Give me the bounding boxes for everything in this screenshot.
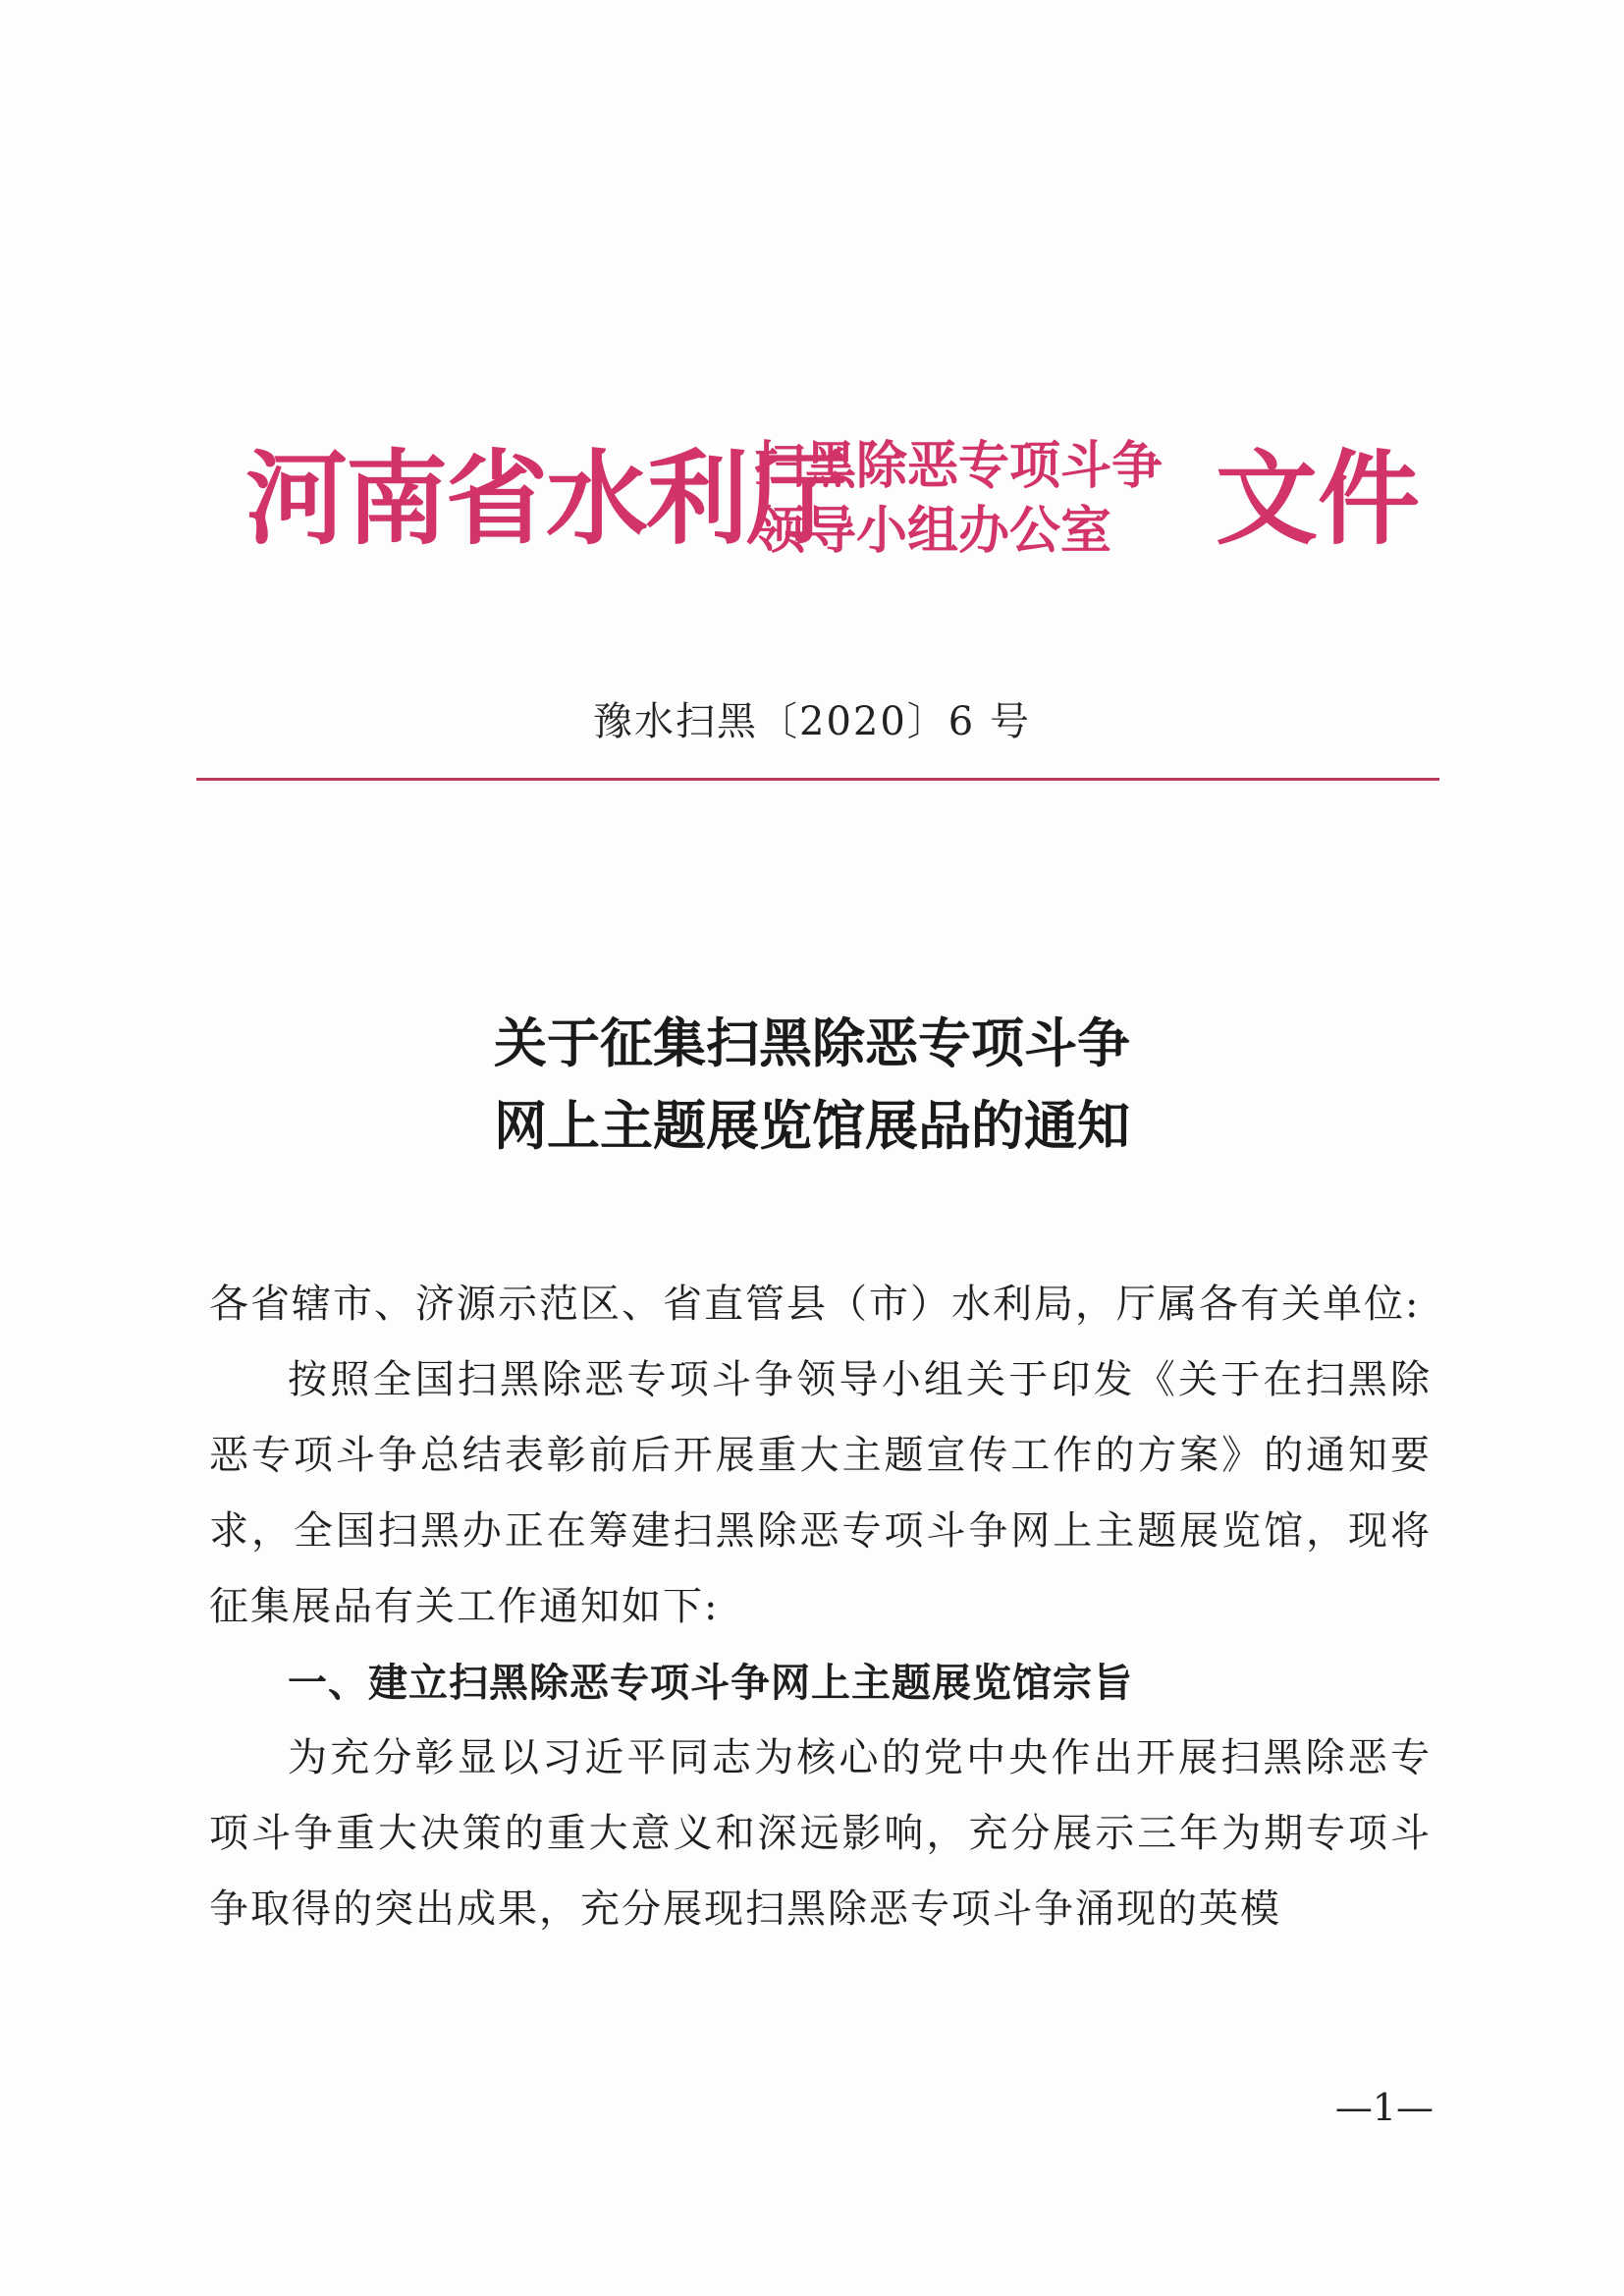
letterhead-office xyxy=(754,434,1163,564)
body-paragraph-2: 为充分彰显以习近平同志为核心的党中央作出开展扫黑除恶专项斗争重大决策的重大意义和深远影响，充分展示三年为期专项斗争取得的突出成果，充分展现扫黑除恶专项斗争涌现的英模 xyxy=(209,1735,1432,1932)
letterhead-suffix: 文件 xyxy=(1216,438,1421,559)
document-number: 豫水扫黑〔2020〕6 号 xyxy=(593,699,1031,744)
document-body xyxy=(209,1267,1432,1947)
letterhead-office-line2: 领导小组办公室 xyxy=(754,501,1112,561)
salutation: 各省辖市、济源示范区、省直管县（市）水利局，厅属各有关单位: xyxy=(209,1282,1421,1327)
letterhead-office-line1: 扫黑除恶专项斗争 xyxy=(754,436,1164,496)
title-line1: 关于征集扫黑除恶专项斗争 xyxy=(494,1011,1130,1074)
letterhead-agency: 河南省水利厅 xyxy=(245,438,847,559)
title-line2: 网上主题展览馆展品的通知 xyxy=(494,1094,1130,1157)
letterhead xyxy=(245,422,1421,579)
document-title xyxy=(0,1002,1624,1167)
page-number: —1— xyxy=(1334,2086,1434,2129)
red-divider-rule xyxy=(196,778,1439,781)
body-paragraph-1: 按照全国扫黑除恶专项斗争领导小组关于印发《关于在扫黑除恶专项斗争总结表彰前后开展重大主题宣传工作的方案》的通知要求，全国扫黑办正在筹建扫黑除恶专项斗争网上主题展览馆，现将征集展品有关工作通知如下: xyxy=(209,1357,1432,1629)
section-heading-1: 一、建立扫黑除恶专项斗争网上主题展览馆宗旨 xyxy=(288,1660,1133,1706)
